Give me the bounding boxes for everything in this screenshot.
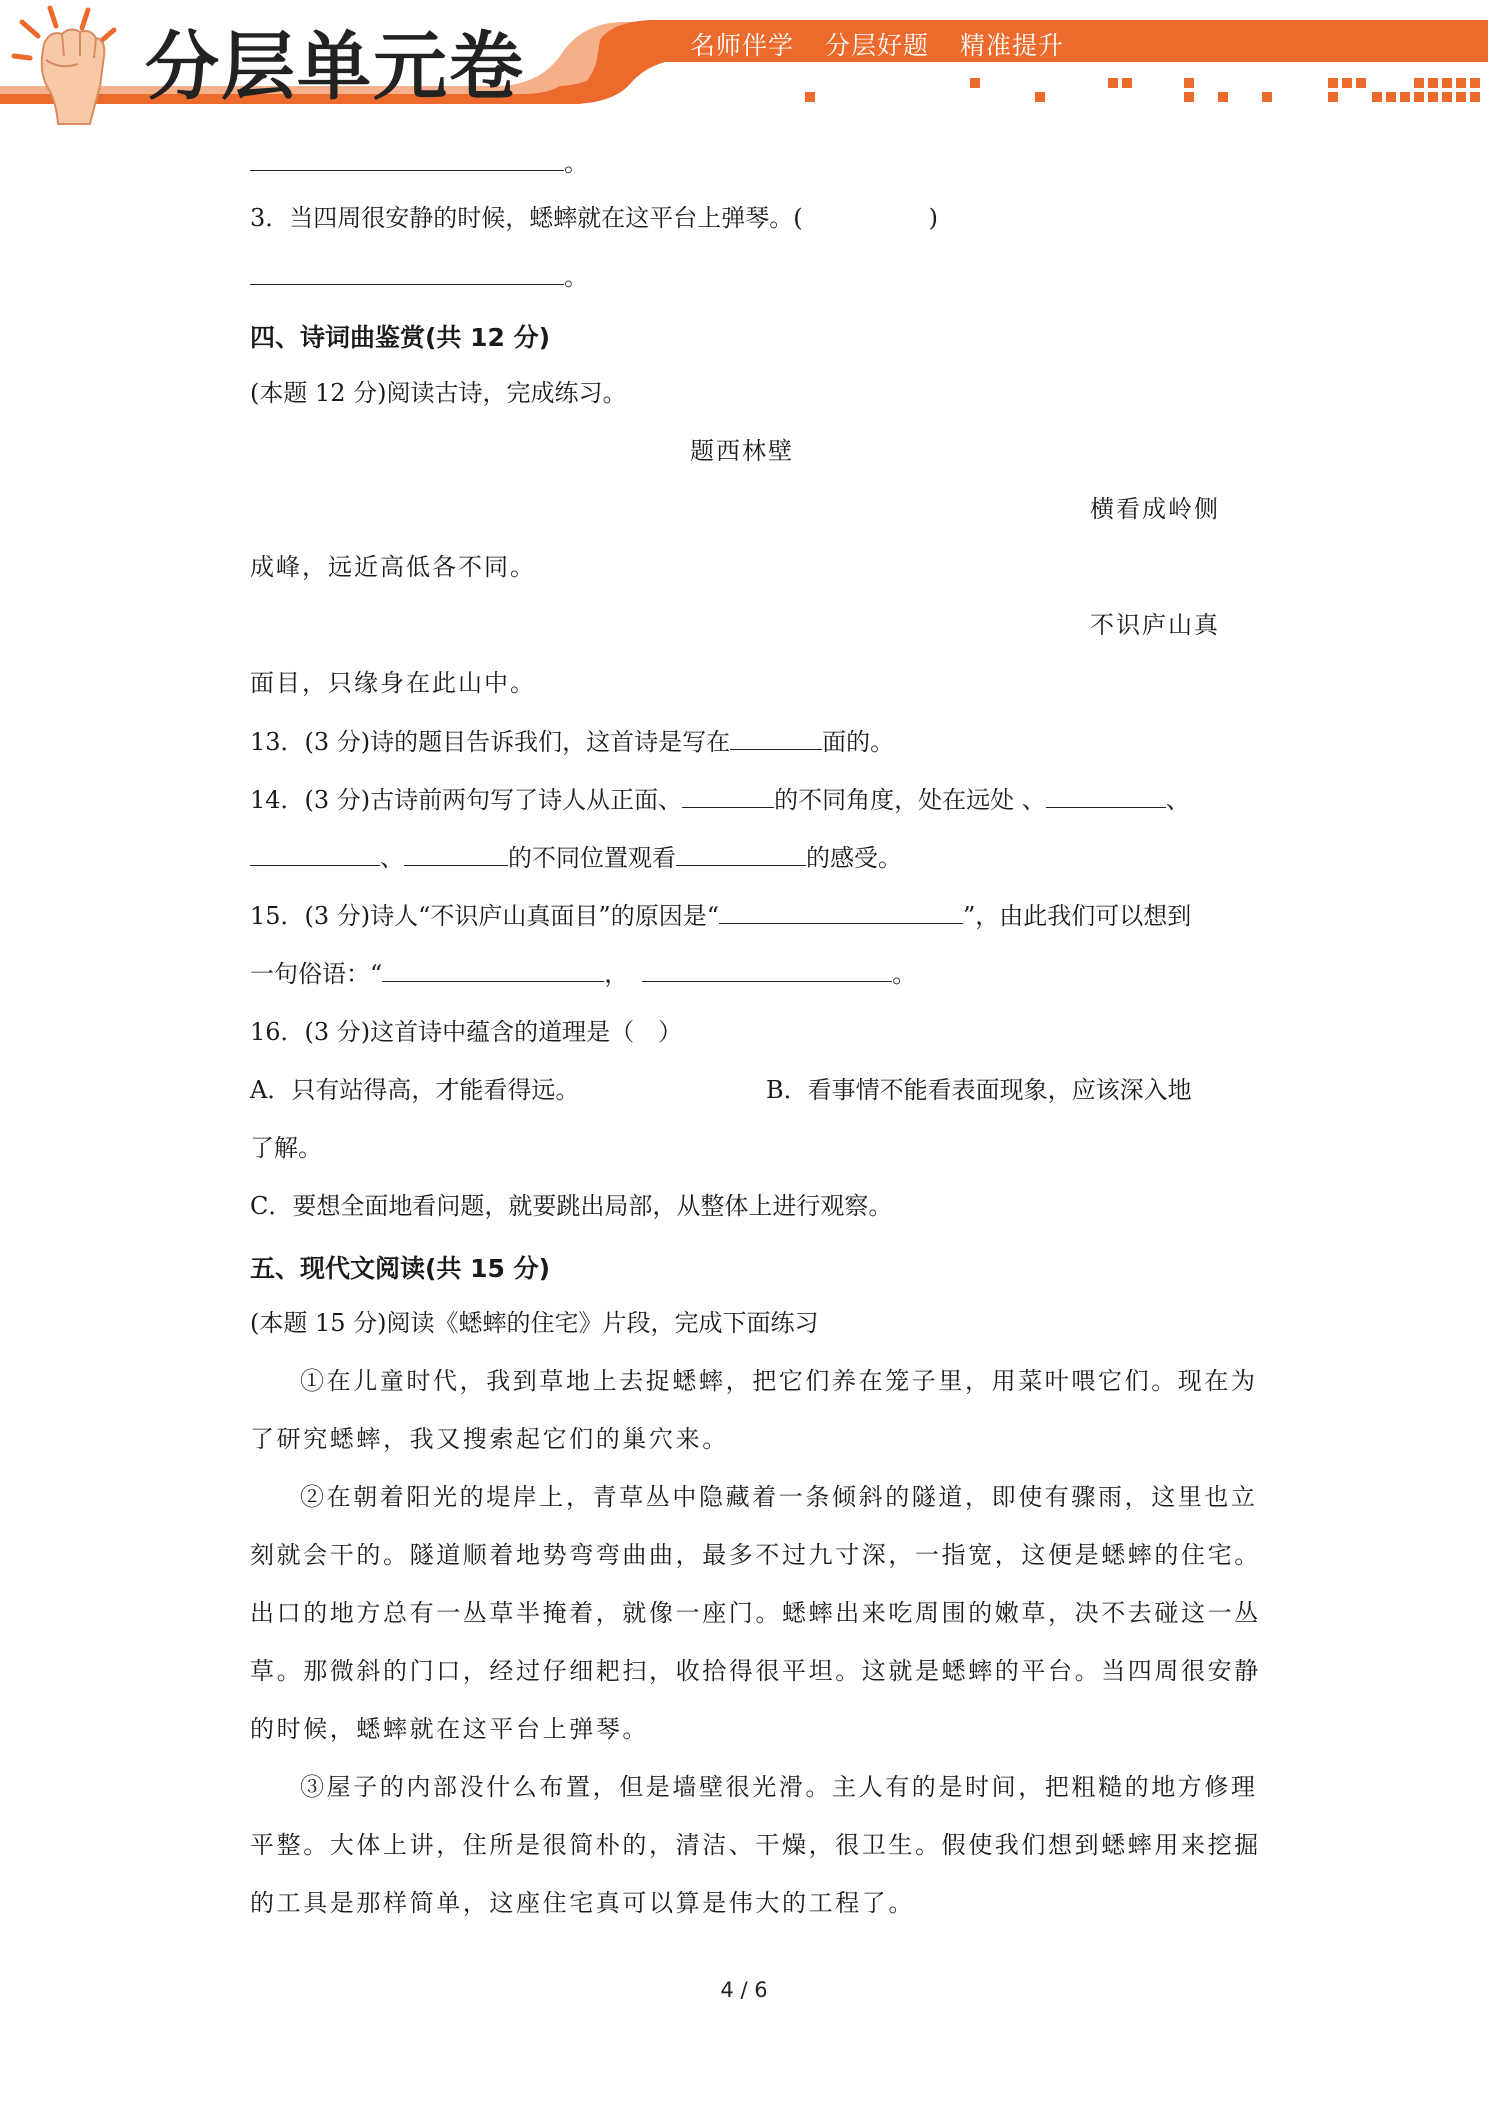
para-2-line-5: 的时候，蟋蟀就在这平台上弹琴。	[250, 1715, 649, 1743]
blank[interactable]	[404, 843, 508, 866]
para-2-line-1: ②在朝着阳光的堤岸上，青草丛中隐藏着一条倾斜的隧道，即使有骤雨，这里也立	[300, 1483, 1258, 1511]
option-a: A．只有站得高，才能看得远。	[250, 1076, 580, 1104]
poem-line-1a: 横看成岭侧	[1090, 495, 1220, 523]
brand-title: 分层单元卷	[145, 24, 525, 110]
para-1-line-2: 了研究蟋蟀，我又搜索起它们的巢穴来。	[250, 1425, 729, 1453]
question-13: 13．(3 分)诗的题目告诉我们，这首诗是写在 面的。	[250, 728, 895, 756]
blank[interactable]	[1046, 785, 1166, 808]
slogan	[690, 26, 1086, 62]
section-5-title: 五、现代文阅读(共 15 分)	[250, 1254, 551, 1283]
blank[interactable]	[676, 843, 806, 866]
poem-line-1b: 成峰，远近高低各不同。	[250, 553, 536, 581]
para-2-line-3: 出口的地方总有一丛草半掩着，就像一座门。蟋蟀出来吃周围的嫩草，决不去碰这一丛	[250, 1599, 1261, 1627]
fist-logo-icon	[14, 8, 114, 124]
slogan-1: 名师伴学	[690, 31, 795, 60]
header-banner	[0, 0, 1488, 130]
option-c: C．要想全面地看问题，就要跳出局部，从整体上进行观察。	[250, 1192, 893, 1220]
slogan-2: 分层好题	[824, 31, 929, 60]
section-4-title: 四、诗词曲鉴赏(共 12 分)	[250, 323, 551, 352]
para-3-line-3: 的工具是那样简单，这座住宅真可以算是伟大的工程了。	[250, 1889, 915, 1917]
square-pattern	[805, 78, 1480, 102]
blank[interactable]	[250, 148, 564, 171]
blank[interactable]	[719, 901, 963, 924]
answer-line-q3: 。	[250, 262, 588, 292]
option-b-cont: 了解。	[250, 1134, 322, 1162]
blank[interactable]	[250, 843, 380, 866]
blank[interactable]	[730, 727, 822, 750]
blank[interactable]	[250, 262, 564, 285]
section-5-intro: (本题 15 分)阅读《蟋蟀的住宅》片段，完成下面练习	[250, 1309, 819, 1337]
blank[interactable]	[382, 959, 604, 982]
blank[interactable]	[682, 785, 774, 808]
question-14: 14．(3 分)古诗前两句写了诗人从正面、 的不同角度，处在远处 、 、	[250, 786, 1190, 814]
poem-line-2a: 不识庐山真	[1090, 611, 1220, 639]
poem-title: 题西林壁	[690, 437, 794, 465]
slogan-3: 精准提升	[959, 31, 1064, 60]
option-b: B．看事情不能看表面现象，应该深入地	[766, 1076, 1192, 1104]
section-4-intro: (本题 12 分)阅读古诗，完成练习。	[250, 379, 627, 407]
question-14-cont: 、 的不同位置观看 的感受。	[250, 843, 902, 873]
poem-line-2b: 面目，只缘身在此山中。	[250, 669, 536, 697]
para-2-line-2: 刻就会干的。隧道顺着地势弯弯曲曲，最多不过九寸深，一指宽，这便是蟋蟀的住宅。	[250, 1541, 1261, 1569]
answer-line-q2: 。	[250, 148, 588, 178]
para-2-line-4: 草。那微斜的门口，经过仔细耙扫，收拾得很平坦。这就是蟋蟀的平台。当四周很安静	[250, 1657, 1261, 1685]
question-15: 15．(3 分)诗人“不识庐山真面目”的原因是“ ”，由此我们可以想到	[250, 902, 1192, 930]
para-1-line-1: ①在儿童时代，我到草地上去捉蟋蟀，把它们养在笼子里，用菜叶喂它们。现在为	[300, 1367, 1258, 1395]
question-3: 3．当四周很安静的时候，蟋蟀就在这平台上弹琴。( )	[250, 204, 939, 232]
para-3-line-2: 平整。大体上讲，住所是很简朴的，清洁、干燥，很卫生。假使我们想到蟋蟀用来挖掘	[250, 1831, 1261, 1859]
para-3-line-1: ③屋子的内部没什么布置，但是墙壁很光滑。主人有的是时间，把粗糙的地方修理	[300, 1773, 1258, 1801]
page-number: 4 / 6	[720, 1978, 768, 2002]
question-16: 16．(3 分)这首诗中蕴含的道理是（ ）	[250, 1018, 683, 1046]
question-15-cont: 一句俗语：“ ， 。	[250, 960, 917, 988]
blank[interactable]	[642, 959, 892, 982]
